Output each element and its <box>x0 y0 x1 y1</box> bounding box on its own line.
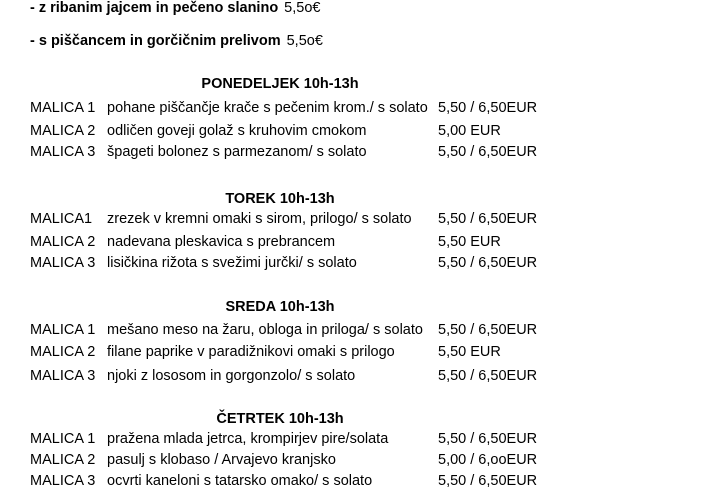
extra-option-text: - s piščancem in gorčičnim prelivom <box>30 33 281 49</box>
menu-code: MALICA 2 <box>30 452 96 468</box>
menu-price: 5,50 EUR <box>438 234 501 250</box>
menu-dish: pražena mlada jetrca, krompirjev pire/solata <box>107 431 389 447</box>
menu-code: MALICA 1 <box>30 100 96 116</box>
menu-row <box>0 123 712 143</box>
menu-row <box>0 100 712 120</box>
extra-option-1 <box>30 0 320 16</box>
menu-dish: ocvrti kaneloni s tatarsko omako/ s solato <box>107 473 373 489</box>
menu-row <box>0 322 712 342</box>
menu-code: MALICA 3 <box>30 473 96 489</box>
menu-row <box>0 255 712 275</box>
day-title-monday: PONEDELJEK 10h-13h <box>201 76 359 92</box>
menu-dish: mešano meso na žaru, obloga in priloga/ s solato <box>107 322 423 338</box>
menu-dish: pasulj s klobaso / Arvajevo kranjsko <box>107 452 336 468</box>
menu-code: MALICA 3 <box>30 144 96 160</box>
menu-dish: filane paprike v paradižnikovi omaki s prilogo <box>107 344 395 360</box>
menu-row <box>0 473 712 493</box>
menu-row <box>0 368 712 388</box>
menu-code: MALICA 1 <box>30 431 96 447</box>
menu-code: MALICA1 <box>30 211 93 227</box>
day-title-thursday: ČETRTEK 10h-13h <box>216 411 344 427</box>
day-title-wednesday: SREDA 10h-13h <box>225 299 335 315</box>
menu-row <box>0 144 712 164</box>
menu-price: 5,00 / 6,ooEUR <box>438 452 538 468</box>
menu-price: 5,50 / 6,50EUR <box>438 431 538 447</box>
day-title-tuesday: TOREK 10h-13h <box>225 191 335 207</box>
menu-price: 5,50 / 6,50EUR <box>438 473 538 489</box>
menu-dish: njoki z lososom in gorgonzolo/ s solato <box>107 368 356 384</box>
menu-price: 5,50 / 6,50EUR <box>438 211 538 227</box>
menu-price: 5,50 / 6,50EUR <box>438 255 538 271</box>
menu-code: MALICA 2 <box>30 344 96 360</box>
menu-price: 5,50 / 6,50EUR <box>438 322 538 338</box>
menu-price: 5,50 / 6,50EUR <box>438 100 538 116</box>
menu-code: MALICA 3 <box>30 255 96 271</box>
menu-dish: zrezek v kremni omaki s sirom, prilogo/ s solato <box>107 211 412 227</box>
menu-row <box>0 452 712 472</box>
extra-option-price: 5,5o€ <box>286 33 323 49</box>
extra-option-2 <box>30 33 323 49</box>
menu-code: MALICA 2 <box>30 123 96 139</box>
menu-dish: pohane piščančje krače s pečenim krom./ s solato <box>107 100 428 116</box>
menu-price: 5,00 EUR <box>438 123 501 139</box>
menu-dish: špageti bolonez s parmezanom/ s solato <box>107 144 367 160</box>
menu-price: 5,50 / 6,50EUR <box>438 144 538 160</box>
menu-dish: nadevana pleskavica s prebrancem <box>107 234 336 250</box>
menu-dish: odličen goveji golaž s kruhovim cmokom <box>107 123 367 139</box>
menu-code: MALICA 2 <box>30 234 96 250</box>
menu-code: MALICA 1 <box>30 322 96 338</box>
menu-code: MALICA 3 <box>30 368 96 384</box>
menu-price: 5,50 / 6,50EUR <box>438 368 538 384</box>
menu-price: 5,50 EUR <box>438 344 501 360</box>
menu-row <box>0 431 712 451</box>
menu-dish: lisičkina rižota s svežimi jurčki/ s solato <box>107 255 357 271</box>
extra-option-text: - z ribanim jajcem in pečeno slanino <box>30 0 279 16</box>
extra-option-price: 5,5o€ <box>284 0 321 16</box>
menu-row <box>0 344 712 364</box>
menu-row <box>0 234 712 254</box>
menu-row <box>0 211 712 231</box>
